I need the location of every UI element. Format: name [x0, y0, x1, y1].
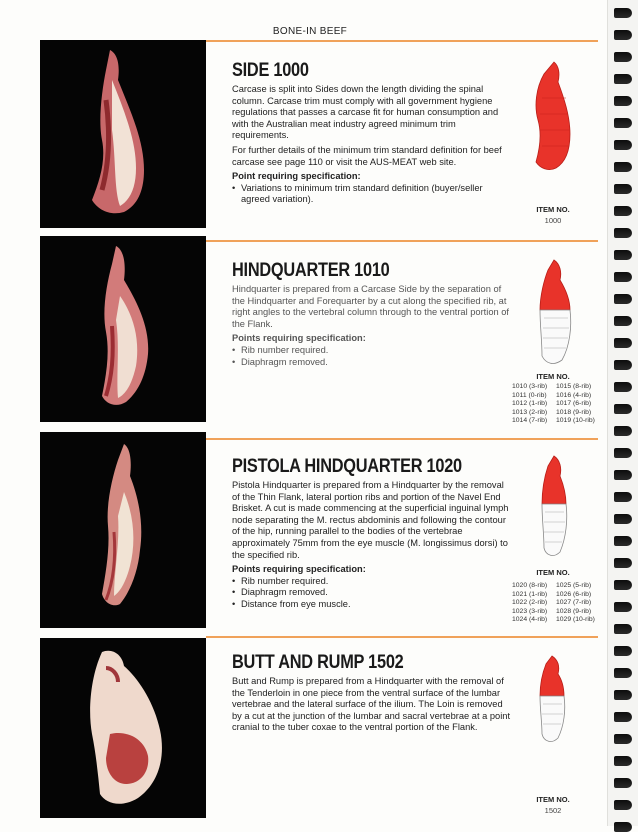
item-code: 1018 (9-rib) — [556, 408, 592, 416]
butt-and-rump-photo — [40, 638, 206, 818]
item-code-row — [512, 616, 600, 625]
item-code: 1020 (8-rib) — [512, 582, 548, 589]
carcase-diagram — [530, 452, 578, 564]
binding-ring — [614, 96, 632, 106]
item-code: 1012 (1-rib) — [512, 400, 548, 408]
binding-ring — [614, 492, 632, 502]
section-divider — [206, 40, 598, 42]
binding-ring — [614, 734, 632, 744]
section-title: SIDE 1000 — [232, 60, 309, 81]
binding-ring — [614, 668, 632, 678]
binding-ring — [614, 118, 632, 128]
binding-ring — [614, 228, 632, 238]
item-number-label: ITEM NO. — [536, 568, 570, 577]
section-title: BUTT AND RUMP 1502 — [232, 652, 404, 673]
binding-ring — [614, 294, 632, 304]
item-code: 1502 — [544, 806, 562, 815]
butt-and-rump-image — [40, 638, 206, 818]
section-divider — [206, 438, 598, 440]
item-number-label: ITEM NO. — [536, 372, 570, 381]
item-code: 1015 (8-rib) — [556, 383, 592, 390]
item-code: 1024 (4-rib) — [512, 616, 548, 624]
item-code: 1027 (7-rib) — [556, 599, 592, 607]
item-code-row — [512, 608, 600, 617]
binding-ring — [614, 140, 632, 150]
carcase-diagram — [528, 652, 576, 748]
binding-ring — [614, 470, 632, 480]
carcase-diagram — [530, 256, 578, 370]
section-divider — [206, 240, 598, 242]
binding-ring — [614, 536, 632, 546]
section-divider — [206, 636, 598, 638]
item-code: 1014 (7-rib) — [512, 417, 548, 425]
item-codes-table — [512, 383, 600, 426]
binding-ring — [614, 30, 632, 40]
binding-ring — [614, 206, 632, 216]
binding-ring — [614, 514, 632, 524]
binding-ring — [614, 580, 632, 590]
binding-ring — [614, 52, 632, 62]
item-code: 1025 (5-rib) — [556, 582, 592, 589]
section-description — [232, 480, 512, 611]
item-code-row — [512, 599, 600, 608]
binding-ring — [614, 360, 632, 370]
item-code-row — [512, 392, 600, 401]
item-code: 1022 (2-rib) — [512, 599, 548, 607]
binding-ring — [614, 338, 632, 348]
requirements-heading: Points requiring specification: — [232, 564, 366, 575]
item-code-row — [512, 582, 600, 591]
item-code: 1011 (0-rib) — [512, 391, 547, 399]
binding-ring — [614, 712, 632, 722]
item-code-row — [512, 400, 600, 409]
binding-ring — [614, 404, 632, 414]
section-title: PISTOLA HINDQUARTER 1020 — [232, 456, 462, 477]
description-paragraph: For further details of the minimum trim standard definition for beef carcase see page 110 or visit the AUS-MEAT web site. — [232, 144, 502, 167]
item-code: 1026 (6-rib) — [556, 590, 592, 598]
binding-ring — [614, 316, 632, 326]
binding-ring — [614, 602, 632, 612]
binding-ring — [614, 800, 632, 810]
pistola-hindquarter-photo — [40, 432, 206, 628]
binding-ring — [614, 778, 632, 788]
binding-ring — [614, 162, 632, 172]
requirement-item: • Rib number required. — [232, 345, 512, 357]
requirement-item: • Diaphragm removed. — [232, 357, 512, 369]
binding-ring — [614, 558, 632, 568]
item-code-row — [512, 409, 600, 418]
requirement-item: • Rib number required. — [232, 576, 512, 588]
side-carcase-image — [40, 40, 206, 228]
requirements-list — [232, 345, 512, 368]
section-description — [232, 284, 512, 368]
item-number-label: ITEM NO. — [536, 795, 570, 804]
item-code: 1000 — [544, 216, 562, 225]
carcase-diagram — [526, 58, 574, 174]
requirements-list — [232, 183, 512, 206]
pistola-hindquarter-image — [40, 432, 206, 628]
item-code: 1016 (4-rib) — [556, 391, 592, 399]
item-code: 1013 (2-rib) — [512, 408, 548, 416]
side-diagram-icon — [526, 58, 574, 174]
binding-ring — [614, 822, 632, 832]
item-code-row — [512, 591, 600, 600]
binding-ring — [614, 646, 632, 656]
item-code: 1010 (3-rib) — [512, 383, 548, 390]
item-code: 1019 (10-rib) — [556, 417, 595, 425]
requirement-item: • Diaphragm removed. — [232, 587, 512, 599]
description-paragraph: Hindquarter is prepared from a Carcase Side by the separation of the Hindquarter and Forequarter by a cut along the specified rib, at right angles to the vertebral column through to the ventral portion of the Flank. — [232, 284, 510, 329]
description-paragraph: Pistola Hindquarter is prepared from a Hindquarter by the removal of the Thin Flank, lateral portion ribs and portion of the Navel End Brisket. A cut is made commencing at the superficial inguinal lymph node separating the M. rectus abdominis and following the contour of the hip, running parallel to the bodies of the vertebrae approximately 75mm from the eye muscle (M. longissimus dorsi) to the specified rib. — [232, 480, 509, 560]
description-paragraph: Butt and Rump is prepared from a Hindquarter with the removal of the Tenderloin in one piece from the ventral surface of the lumbar vertebrae and the lateral surface of the ilium. The Loin is removed by a cut at the junction of the lumbar and sacral vertebrae at a point cranial to the tuber coxae to the ventral portion of the Flank. — [232, 676, 511, 733]
requirements-heading: Point requiring specification: — [232, 171, 361, 182]
binding-ring — [614, 74, 632, 84]
item-code-row — [512, 417, 600, 426]
binding-ring — [614, 8, 632, 18]
pistola-diagram-icon — [530, 452, 578, 564]
item-code: 1021 (1-rib) — [512, 590, 548, 598]
binding-ring — [614, 756, 632, 766]
hindquarter-diagram-icon — [530, 256, 578, 370]
item-number-label: ITEM NO. — [536, 205, 570, 214]
binding-ring — [614, 426, 632, 436]
spiral-binding — [607, 0, 638, 826]
binding-ring — [614, 690, 632, 700]
item-code: 1029 (10-rib) — [556, 616, 595, 624]
side-carcase-photo — [40, 40, 206, 228]
description-paragraph: Carcase is split into Sides down the length dividing the spinal column. Carcase trim must comply with all government hygiene regulations that passes a carcase fit for human consumption and with the Australian meat industry agreed minimum trim requirements. — [232, 84, 499, 141]
requirements-list — [232, 576, 512, 611]
section-description — [232, 84, 512, 206]
binding-ring — [614, 382, 632, 392]
item-codes-table — [512, 582, 600, 625]
hindquarter-photo — [40, 236, 206, 422]
item-code-row — [512, 383, 600, 392]
section-description — [232, 676, 512, 737]
hindquarter-image — [40, 236, 206, 422]
requirements-heading: Points requiring specification: — [232, 333, 366, 344]
requirement-item: • Distance from eye muscle. — [232, 599, 512, 611]
section-title: HINDQUARTER 1010 — [232, 260, 390, 281]
item-code: 1017 (6-rib) — [556, 400, 592, 408]
page-header: BONE-IN BEEF — [272, 26, 348, 37]
item-code: 1028 (9-rib) — [556, 607, 592, 615]
butt-and-rump-diagram-icon — [528, 652, 576, 748]
binding-ring — [614, 624, 632, 634]
binding-ring — [614, 448, 632, 458]
requirement-item: • Variations to minimum trim standard definition (buyer/seller agreed variation). — [232, 183, 512, 206]
binding-ring — [614, 184, 632, 194]
item-code: 1023 (3-rib) — [512, 607, 548, 615]
binding-ring — [614, 250, 632, 260]
binding-ring — [614, 272, 632, 282]
